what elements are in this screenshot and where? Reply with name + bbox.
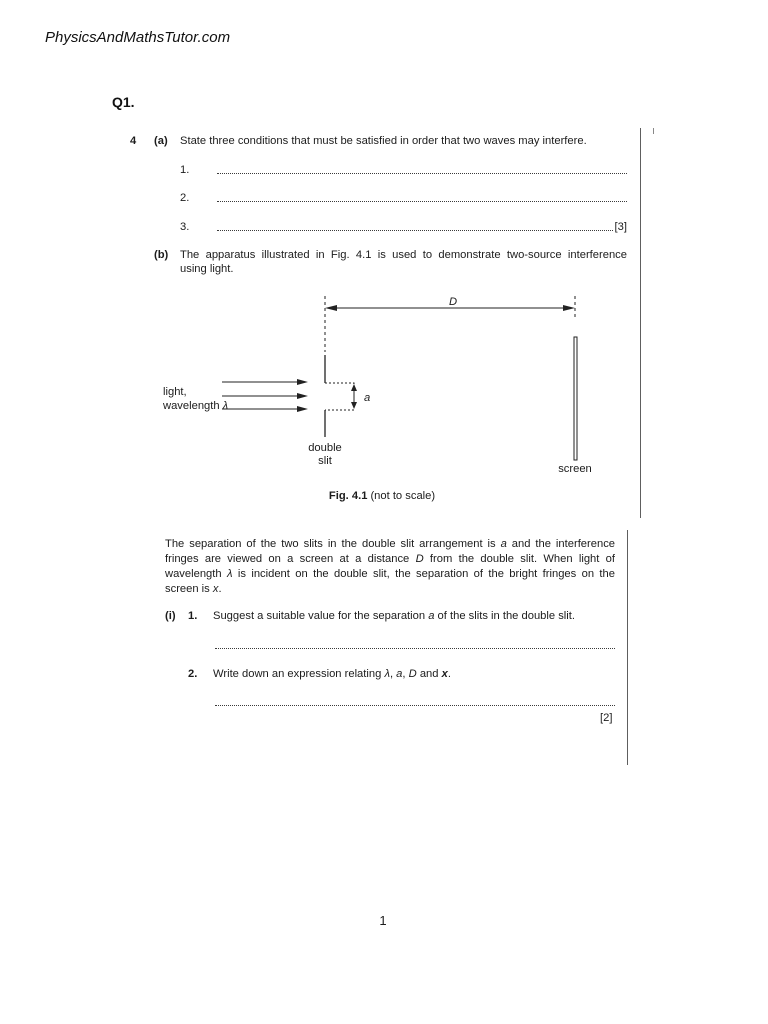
item-text-run: and xyxy=(416,668,442,680)
wavelength-symbol: λ xyxy=(222,400,229,412)
description-text: The separation of the two slits in the double slit arrangement is xyxy=(165,538,501,550)
answer-dots xyxy=(215,705,615,706)
answer-number: 3. xyxy=(180,221,190,233)
wavelength-label xyxy=(162,400,228,412)
wavelength-word: wavelength xyxy=(163,400,220,412)
answer-dots xyxy=(217,166,627,174)
page-number: 1 xyxy=(379,913,387,928)
item-text-run: Suggest a suitable value for the separation xyxy=(213,610,429,622)
answer-dots xyxy=(217,194,627,202)
light-ray-arrowhead-2 xyxy=(297,393,308,399)
part-b-intro-line: The apparatus illustrated in Fig. 4.1 is used to demonstrate two-source interference xyxy=(180,249,627,261)
answer-number: 1. xyxy=(180,164,190,176)
item-text-run: . xyxy=(447,668,451,680)
description-text: screen is xyxy=(165,583,213,595)
item-text-run: of the slits in the double slit. xyxy=(434,610,575,622)
caption-note: (not to scale) xyxy=(370,490,436,502)
variable-symbol: λ xyxy=(384,668,390,680)
part-b-intro-line: using light. xyxy=(180,263,234,275)
item-number: 2. xyxy=(188,668,198,680)
light-label: light, xyxy=(163,386,187,398)
double-slit-label-line-2: slit xyxy=(318,455,332,467)
answer-dots xyxy=(215,648,615,649)
item-text-run: , xyxy=(389,668,397,680)
description-line xyxy=(165,552,615,566)
answer-number: 2. xyxy=(180,192,190,204)
question-number: 4 xyxy=(130,135,137,147)
distance-arrowhead-left xyxy=(325,305,337,311)
slit-separation-bracket xyxy=(325,383,354,410)
description-text: . xyxy=(218,583,222,595)
distance-arrowhead-right xyxy=(563,305,575,311)
header-site-name: PhysicsAndMathsTutor.com xyxy=(45,29,231,46)
item-text-run: Write down an expression relating xyxy=(213,668,385,680)
part-b-label: (b) xyxy=(154,249,169,261)
variable-symbol: x xyxy=(212,583,219,595)
distance-label: D xyxy=(448,296,458,308)
part-a-prompt: State three conditions that must be satisfied in order that two waves may interfere. xyxy=(180,135,587,147)
screen-shape xyxy=(574,337,577,460)
question-label: Q1. xyxy=(112,94,135,110)
light-ray-arrowhead-3 xyxy=(297,406,308,412)
item-text xyxy=(213,609,575,623)
description-text: wavelength xyxy=(165,568,227,580)
figure-4-1-diagram xyxy=(150,290,620,480)
variable-symbol: a xyxy=(428,610,435,622)
separation-label: a xyxy=(364,392,371,404)
answer-line-2 xyxy=(180,191,627,205)
item-text xyxy=(213,667,451,681)
item-number: 1. xyxy=(188,610,198,622)
margin-rule-lower xyxy=(627,530,628,765)
separation-arrowhead-up xyxy=(351,384,357,391)
light-ray-arrowhead-1 xyxy=(297,379,308,385)
description-text: fringes are viewed on a screen at a distance xyxy=(165,553,416,565)
caption-number: Fig. 4.1 xyxy=(328,490,368,502)
part-a-marks: [3] xyxy=(614,221,627,233)
variable-symbol: λ xyxy=(226,568,233,580)
margin-rule-upper xyxy=(640,128,641,518)
description-text: from the double slit. When light of xyxy=(423,553,615,565)
answer-dots xyxy=(217,223,613,231)
variable-symbol: a xyxy=(500,538,507,550)
description-line xyxy=(165,567,615,581)
part-i-marks: [2] xyxy=(600,712,613,724)
part-a-label: (a) xyxy=(154,135,168,147)
description-text: is incident on the double slit, the separation of the bright fringes on the xyxy=(232,568,615,580)
answer-line-3 xyxy=(180,220,627,234)
answer-line-1 xyxy=(180,163,627,177)
double-slit-label-line-1: double xyxy=(308,442,342,454)
variable-symbol: x xyxy=(441,668,448,680)
figure-caption xyxy=(232,489,532,503)
variable-symbol: a xyxy=(396,668,403,680)
description-line xyxy=(165,537,615,551)
description-text: and the interference xyxy=(506,538,615,550)
item-text-run: , xyxy=(402,668,409,680)
screen-label: screen xyxy=(558,463,592,475)
variable-symbol: D xyxy=(408,668,417,680)
variable-symbol: D xyxy=(415,553,424,565)
part-i-label: (i) xyxy=(165,610,176,622)
description-line xyxy=(165,582,222,596)
scan-mark xyxy=(653,128,654,134)
separation-arrowhead-down xyxy=(351,402,357,409)
